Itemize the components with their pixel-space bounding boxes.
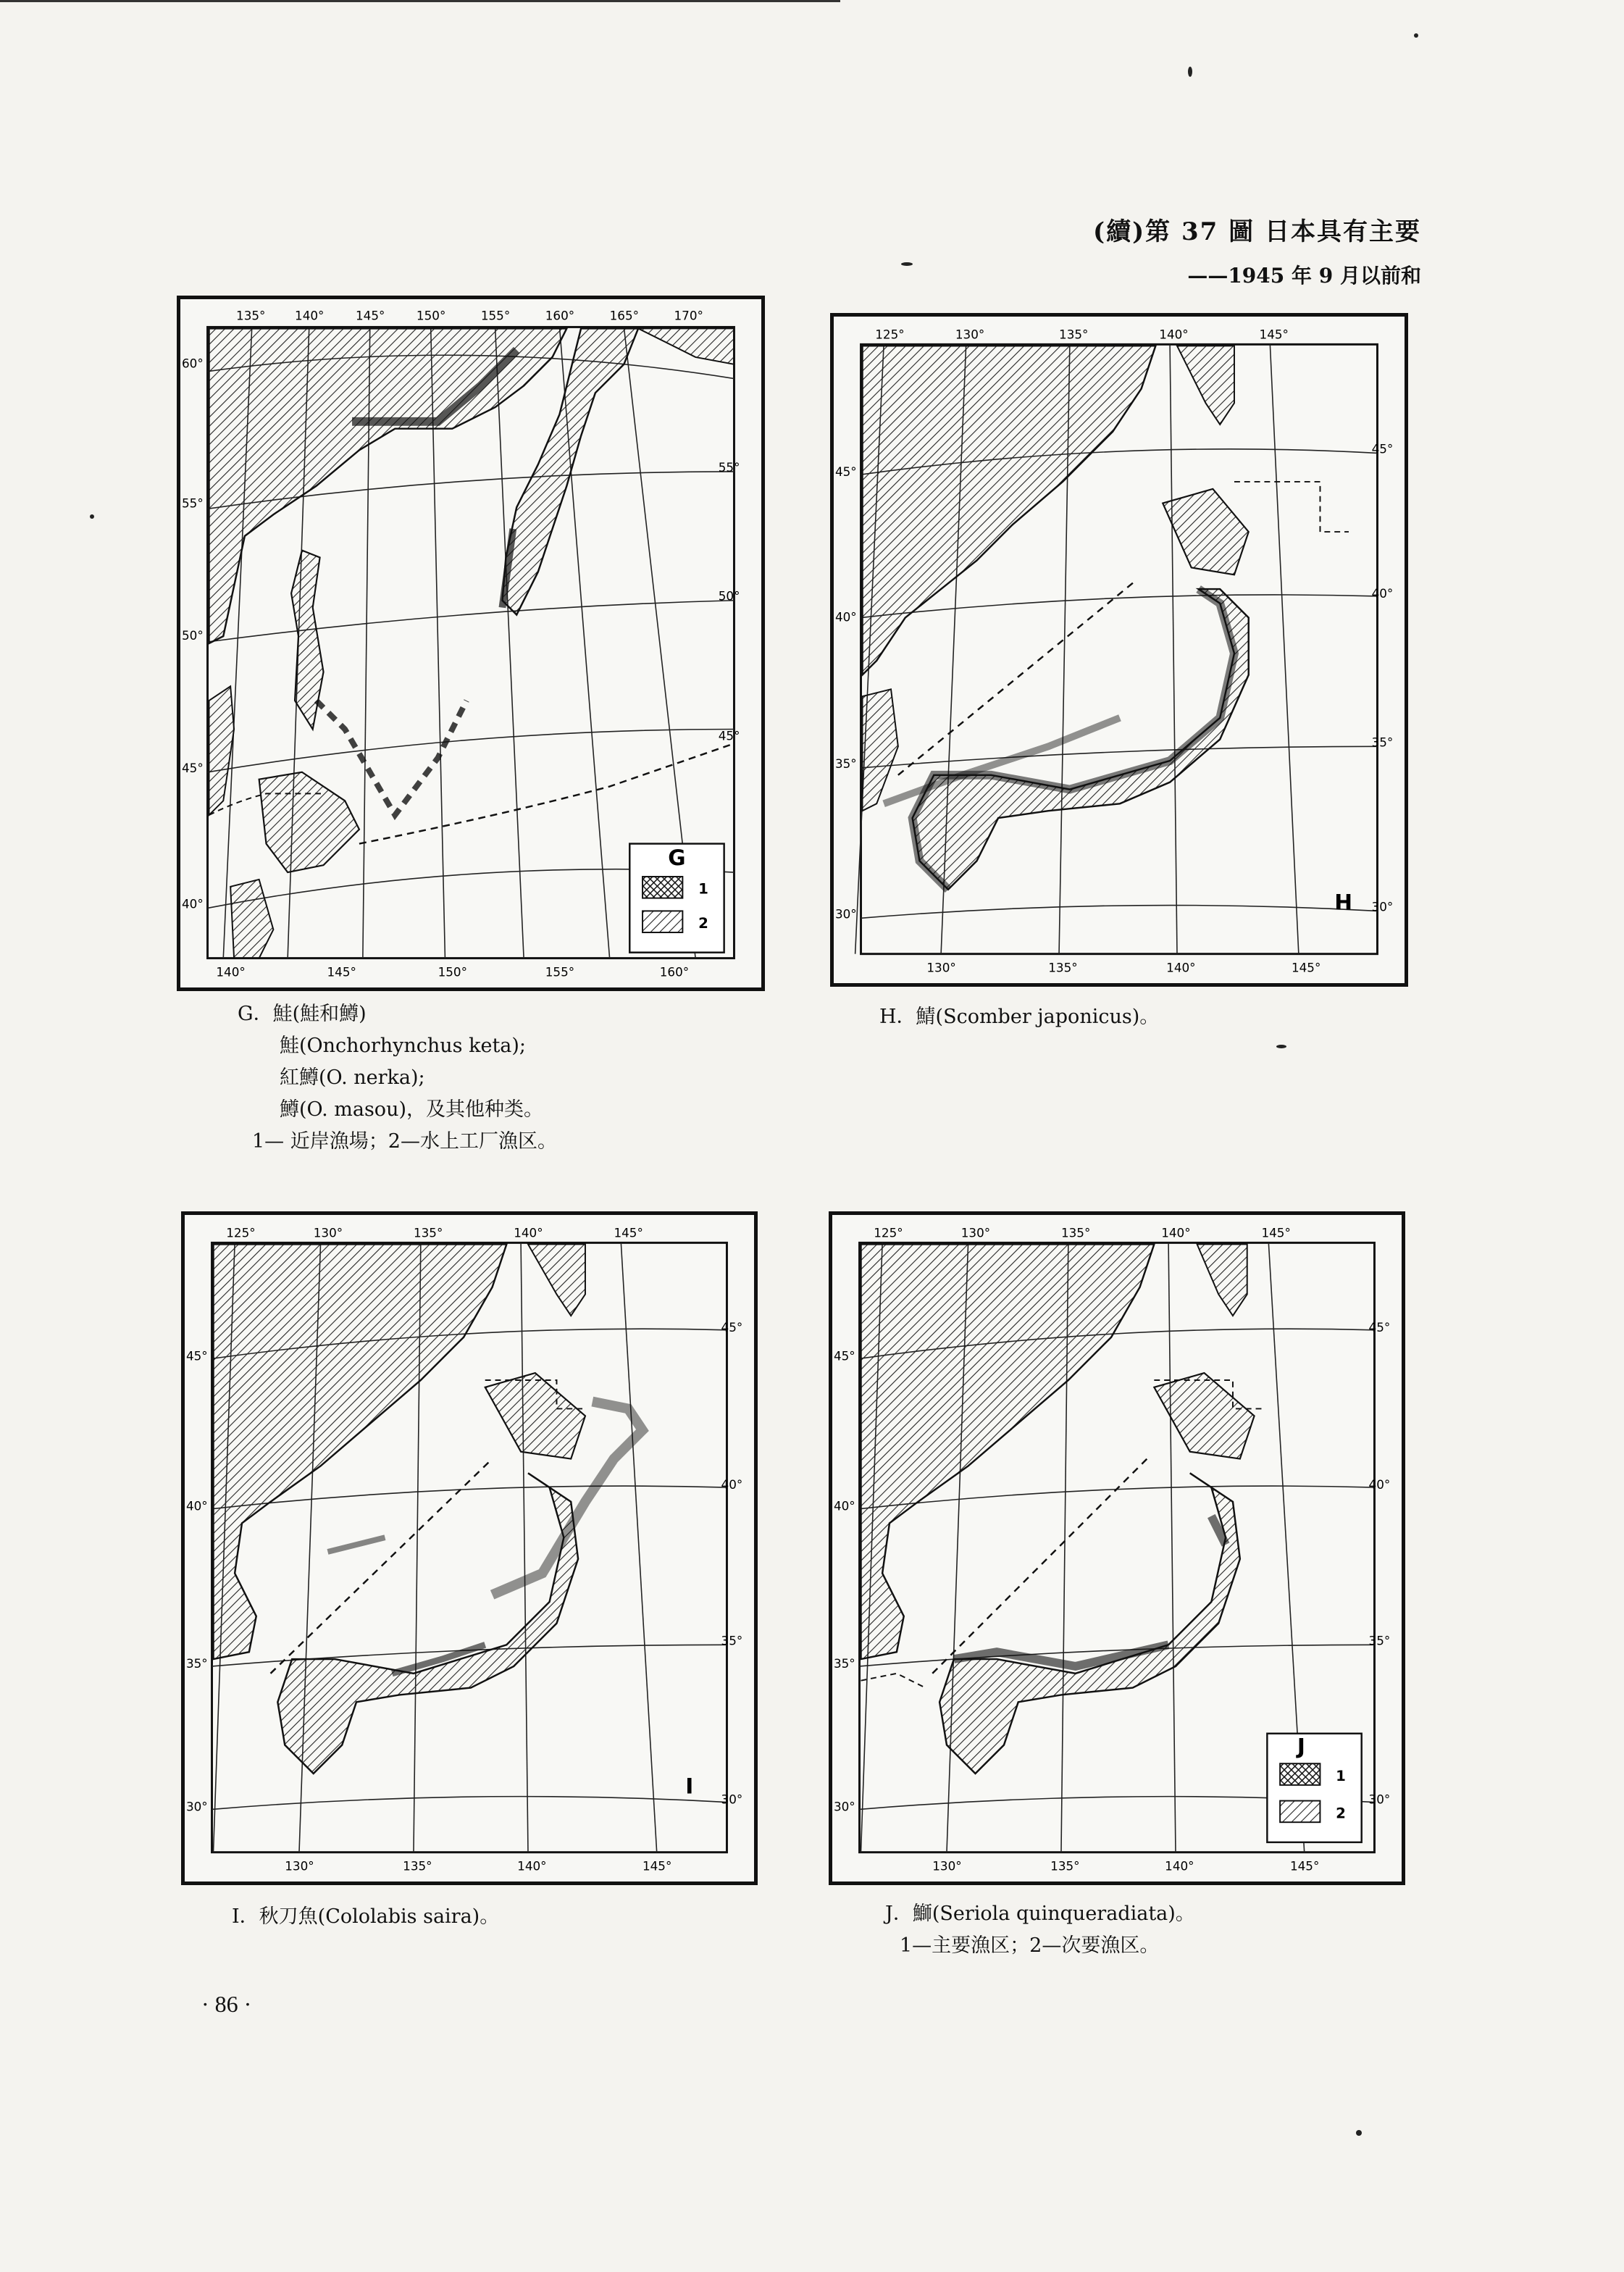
map-h-bottom-tick: 135°	[1048, 960, 1078, 975]
caption-g-line: 1— 近岸漁場；2—水上工厂漁区。	[252, 1130, 557, 1153]
map-i-left-tick: 35°	[185, 1655, 208, 1671]
map-g-svg	[180, 299, 761, 987]
map-h-right-tick: 45°	[1371, 441, 1394, 456]
map-h-bottom-tick: 145°	[1291, 960, 1321, 975]
caption-j-line: 1—主要漁区；2—次要漁区。	[900, 1934, 1160, 1957]
map-g-right-tick: 50°	[718, 588, 740, 604]
map-h-right-tick: 35°	[1371, 735, 1394, 750]
map-i-svg	[185, 1215, 754, 1882]
map-g-left-tick: 45°	[181, 760, 204, 775]
map-g-right-tick: 55°	[718, 459, 740, 475]
map-g-left-tick: 40°	[181, 896, 204, 911]
map-h-top-tick: 130°	[955, 327, 985, 342]
caption-g-line: 紅鱒(O. nerka);	[280, 1066, 425, 1089]
map-j-top-tick: 125°	[874, 1225, 903, 1240]
map-j-top-tick: 130°	[960, 1225, 991, 1240]
map-j	[829, 1211, 1405, 1885]
map-i-bottom-tick: 140°	[517, 1858, 547, 1874]
scan-speck	[1356, 2130, 1362, 2136]
map-g-bottom-tick: 145°	[327, 964, 356, 980]
caption-g-line: G．鮭(鮭和鱒)	[238, 1003, 367, 1025]
map-g-bottom-tick: 160°	[659, 964, 690, 980]
map-g-legend-1: 1	[698, 880, 708, 898]
map-g-left-tick: 60°	[181, 356, 204, 371]
map-i-right-tick: 45°	[721, 1319, 743, 1335]
map-j-top-tick: 140°	[1161, 1225, 1191, 1240]
map-j-bottom-tick: 135°	[1050, 1858, 1080, 1874]
map-h-bottom-tick: 130°	[926, 960, 956, 975]
scan-speck	[1414, 33, 1418, 38]
map-g-legend-2: 2	[698, 915, 708, 932]
map-h	[830, 313, 1408, 987]
map-h-left-tick: 40°	[834, 609, 857, 625]
map-j-bottom-tick: 140°	[1165, 1858, 1194, 1874]
map-i-letter: I	[685, 1774, 694, 1799]
caption-i-line: I．秋刀魚(Cololabis saira)。	[232, 1905, 500, 1928]
map-h-top-tick: 125°	[875, 327, 905, 342]
map-g-top-tick: 170°	[674, 308, 703, 323]
page-header	[1093, 212, 1421, 289]
caption-g	[238, 998, 557, 1158]
scan-speck	[901, 262, 913, 266]
map-g-top-tick: 145°	[355, 308, 385, 323]
map-h-top-tick: 135°	[1059, 327, 1089, 342]
page-number: · 86 ·	[201, 1991, 252, 2017]
map-j-left-tick: 35°	[833, 1655, 855, 1671]
map-g-bottom-tick: 155°	[545, 964, 575, 980]
map-g-left-tick: 50°	[181, 628, 204, 643]
map-j-right-tick: 35°	[1368, 1633, 1391, 1648]
map-i	[181, 1211, 758, 1885]
map-i-top-tick: 145°	[614, 1225, 643, 1240]
map-j-svg	[832, 1215, 1402, 1882]
map-i-left-tick: 45°	[185, 1348, 208, 1363]
map-j-bottom-tick: 130°	[932, 1858, 962, 1874]
map-g-right-tick: 45°	[718, 728, 740, 743]
map-j-left-tick: 45°	[833, 1348, 855, 1363]
map-i-top-tick: 125°	[226, 1225, 256, 1240]
map-i-left-tick: 30°	[185, 1799, 208, 1814]
map-h-right-tick: 40°	[1371, 585, 1394, 601]
map-j-left-tick: 40°	[833, 1498, 855, 1513]
map-h-left-tick: 35°	[834, 756, 857, 771]
caption-h	[879, 1001, 1159, 1033]
caption-j	[885, 1898, 1195, 1962]
map-h-svg	[834, 317, 1405, 983]
map-j-top-tick: 145°	[1261, 1225, 1291, 1240]
caption-h-line: H．鯖(Scomber japonicus)。	[879, 1006, 1160, 1028]
map-i-bottom-tick: 145°	[642, 1858, 672, 1874]
map-g-top-tick: 135°	[236, 308, 266, 323]
top-rule	[0, 0, 840, 2]
figure-title: (續)第 37 圖 日本具有主要	[1093, 217, 1421, 246]
map-j-right-tick: 45°	[1368, 1319, 1391, 1335]
map-i-left-tick: 40°	[185, 1498, 208, 1513]
map-h-top-tick: 145°	[1259, 327, 1289, 342]
map-g-top-tick: 140°	[295, 308, 325, 323]
map-g-letter: G	[668, 845, 686, 871]
map-h-left-tick: 30°	[834, 906, 857, 922]
map-g-top-tick: 150°	[416, 308, 446, 323]
map-h-bottom-tick: 140°	[1166, 960, 1196, 975]
map-j-right-tick: 30°	[1368, 1792, 1391, 1807]
map-j-right-tick: 40°	[1368, 1477, 1391, 1492]
map-g	[177, 296, 765, 991]
map-h-top-tick: 140°	[1159, 327, 1189, 342]
scan-speck	[1276, 1045, 1286, 1048]
map-g-top-tick: 155°	[480, 308, 511, 323]
map-j-top-tick: 135°	[1060, 1225, 1091, 1240]
map-h-letter: H	[1334, 890, 1353, 915]
map-i-right-tick: 30°	[721, 1792, 743, 1807]
caption-i	[232, 1901, 499, 1933]
map-j-left-tick: 30°	[833, 1799, 855, 1814]
map-g-bottom-tick: 140°	[216, 964, 246, 980]
map-g-top-tick: 160°	[545, 308, 575, 323]
scan-speck	[1188, 67, 1192, 77]
map-i-top-tick: 130°	[313, 1225, 343, 1240]
caption-g-line: 鮭(Onchorhynchus keta);	[280, 1035, 527, 1057]
map-j-bottom-tick: 145°	[1289, 1858, 1320, 1874]
map-j-legend-1: 1	[1336, 1767, 1346, 1784]
map-g-top-tick: 165°	[609, 308, 640, 323]
map-j-letter: J	[1297, 1734, 1305, 1759]
map-i-top-tick: 135°	[413, 1225, 443, 1240]
caption-j-line: J．鰤(Seriola quinqueradiata)。	[885, 1903, 1195, 1925]
map-i-top-tick: 140°	[514, 1225, 543, 1240]
map-i-bottom-tick: 130°	[285, 1858, 314, 1874]
map-g-bottom-tick: 150°	[438, 964, 467, 980]
map-i-bottom-tick: 135°	[403, 1858, 432, 1874]
figure-subtitle: ——1945 年 9 月以前和	[1187, 264, 1421, 288]
scan-speck	[90, 514, 94, 519]
caption-g-line: 鱒(O. masou)，及其他种类。	[280, 1098, 543, 1121]
map-i-right-tick: 35°	[721, 1633, 743, 1648]
map-h-right-tick: 30°	[1371, 899, 1394, 914]
map-h-left-tick: 45°	[834, 464, 857, 480]
map-i-right-tick: 40°	[721, 1477, 743, 1492]
map-g-left-tick: 55°	[181, 496, 204, 511]
map-j-legend-2: 2	[1336, 1805, 1346, 1822]
